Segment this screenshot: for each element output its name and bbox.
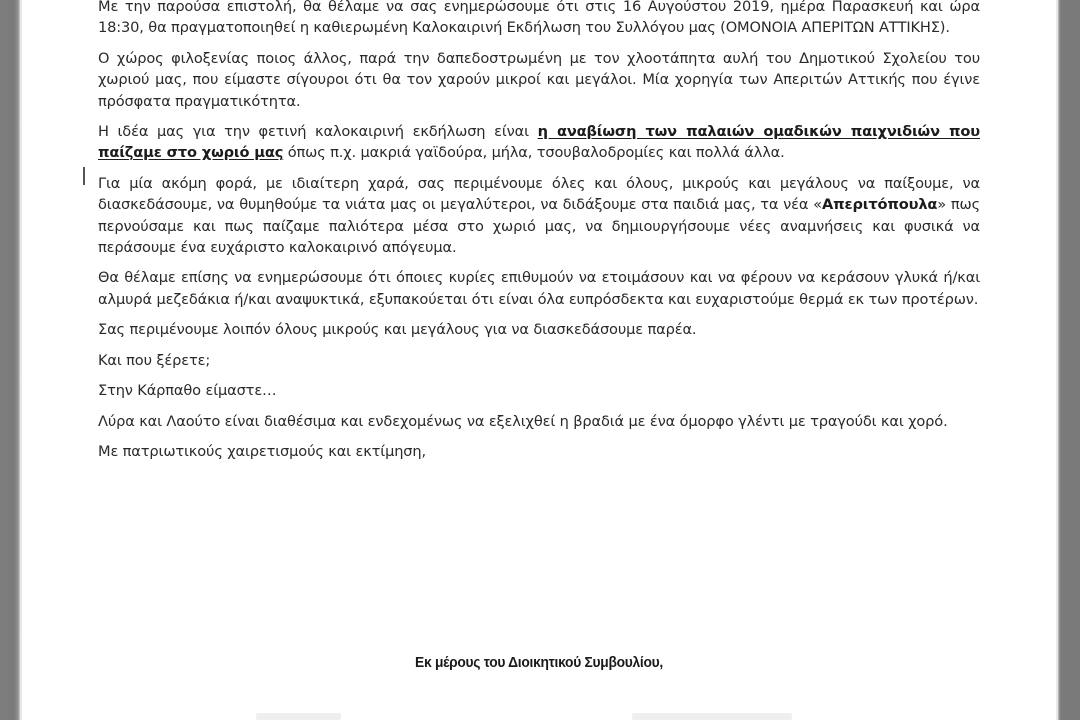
paragraph-closing-invite <box>98 319 980 340</box>
paragraph-text: Και που ξέρετε; <box>98 351 211 369</box>
paragraph-announcement <box>98 0 980 39</box>
paragraph-text: Σας περιμένουμε λοιπόν όλους μικρούς και μεγάλους για να διασκεδάσουμε παρέα. <box>98 321 697 339</box>
faint-signature-text-left <box>256 713 341 720</box>
viewer-right-margin <box>1058 0 1080 720</box>
paragraph-question <box>98 350 980 371</box>
paragraph-text: Με πατριωτικούς χαιρετισμούς και εκτίμηση, <box>98 442 426 460</box>
bold-text: Απεριτόπουλα <box>821 196 938 214</box>
signature-heading: Εκ μέρους του Διοικητικού Συμβουλίου, <box>415 654 663 671</box>
paragraph-invitation <box>98 173 980 259</box>
paragraph-text: Η ιδέα μας για την φετινή καλοκαιρινή εκδήλωση είναι <box>98 123 538 141</box>
paragraph-text: Για μία ακόμη φορά, με ιδιαίτερη χαρά, σας περιμένουμε όλες και όλους, μικρούς και μεγάλους να παίξουμε, να διασκεδάσουμε, να θυμηθούμε τα νιάτα μας οι μεγαλύτεροι, να διδάξουμε στα παιδιά μας, τα νέα « <box>98 174 980 214</box>
faint-signature-text-right <box>632 713 792 720</box>
viewer-left-margin <box>0 0 20 720</box>
paragraph-karpathos <box>98 380 980 401</box>
paragraph-text: » πως περνούσαμε και πως παίζαμε παλιότερα μέσα στο χωριό μας, να δημιουργήσουμε νέες αναμνήσεις και φυσικά να περάσουμε ένα ευχάριστο καλοκαιρινό απόγευμα. <box>98 196 981 257</box>
change-bar-marker <box>83 167 85 185</box>
paragraph-refreshments <box>98 267 980 310</box>
paragraph-regards <box>98 441 980 462</box>
paragraph-text: Στην Κάρπαθο είμαστε… <box>98 382 277 400</box>
document-page <box>20 0 1058 720</box>
paragraph-music <box>98 411 980 432</box>
letter-body <box>98 0 980 471</box>
paragraph-text: όπως π.χ. μακριά γαϊδούρα, μήλα, τσουβαλοδρομίες και πολλά άλλα. <box>283 144 785 162</box>
paragraph-idea <box>98 121 980 164</box>
paragraph-text: Θα θέλαμε επίσης να ενημερώσουμε ότι όποιες κυρίες επιθυμούν να ετοιμάσουν και να φέρουν να κεράσουν γλυκά ή/και αλμυρά μεζεδάκια ή/και αναψυκτικά, εξυπακούεται ότι είναι όλα ευπρόσδεκτα και ευχαριστούμε θερμά εκ των προτέρων. <box>98 269 980 308</box>
paragraph-venue <box>98 48 980 112</box>
emphasized-text: η αναβίωση των παλαιών ομαδικών παιχνιδιών που παίζαμε στο χωριό μας <box>98 123 980 162</box>
paragraph-text: Λύρα και Λαούτο είναι διαθέσιμα και ενδεχομένως να εξελιχθεί η βραδιά με ένα όμορφο γλέντι με τραγούδι και χορό. <box>98 412 948 430</box>
paragraph-text: Με την παρούσα επιστολή, θα θέλαμε να σας ενημερώσουμε ότι στις 16 Αυγούστου 2019, ημέρα Παρασκευή και ώρα 18:30, θα πραγματοποιηθεί η καθιερωμένη Καλοκαιρινή Εκδήλωση του Συλλόγου μας (ΟΜΟΝΟΙΑ ΑΠΕΡΙΤΩΝ ΑΤΤΙΚΗΣ). <box>98 0 980 37</box>
paragraph-text: Ο χώρος φιλοξενίας ποιος άλλος, παρά την δαπεδοστρωμένη με τον χλοοτάπητα αυλή του Δημοτικού Σχολείου του χωριού μας, που είμαστε σίγουροι ότι θα τον χαρούν μικροί και μεγάλοι. Μία χορηγία των Απεριτών Αττικής που έγινε πρόσφατα πραγματικότητα. <box>98 49 980 110</box>
